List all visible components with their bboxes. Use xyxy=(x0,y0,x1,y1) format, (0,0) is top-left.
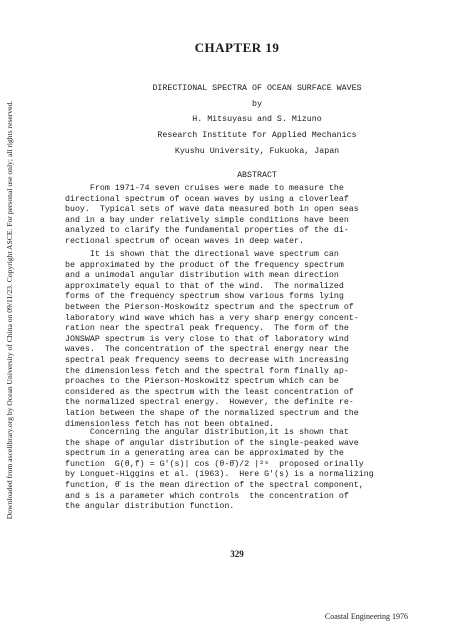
abstract-paragraph-1: From 1971-74 seven cruises were made to measure the directional spectrum of ocean waves by using a cloverleaf buoy. Typical sets of wave data measured both in open seas and in a bay under relatively simple conditions have been analyzed to clarify the fundamental properties of the di- rectional spectrum of ocean waves in deep water. xyxy=(65,184,359,246)
download-notice xyxy=(3,70,17,550)
download-notice-text: Downloaded from ascelibrary.org by Ocean University of China on 09/11/23. Copyright ASCE. For personal use only; all rights reserved. xyxy=(5,100,14,520)
authors: H. Mitsuyasu and S. Mizuno xyxy=(192,115,322,124)
page-number: 329 xyxy=(230,549,244,559)
footer-citation: Coastal Engineering 1976 xyxy=(324,612,408,621)
university: Kyushu University, Fukuoka, Japan xyxy=(174,147,340,156)
institute: Research Institute for Applied Mechanics xyxy=(157,131,357,140)
paper-title: DIRECTIONAL SPECTRA OF OCEAN SURFACE WAVES xyxy=(152,84,362,93)
abstract-heading: ABSTRACT xyxy=(237,171,277,180)
chapter-heading: CHAPTER 19 xyxy=(194,40,280,55)
by-line: by xyxy=(252,100,262,109)
abstract-paragraph-3: Concerning the angular distribution,it is shown that the shape of angular distribution of the single-peaked wave spectrum in a generating area can be approximated by the function G(θ,f) = G'(s)| cos (θ-θ̄)/2 |²ˢ proposed orinally by Longuet-Higgins et al. (1963). Here G'(s) is a normalizing function, θ̄ is the mean direction of the spectral component, and s is a parameter which controls the concentration of the angular distribution function. xyxy=(65,428,374,512)
abstract-paragraph-2: It is shown that the directional wave spectrum can be approximated by the product of the frequency spectrum and a unimodal angular distribution with mean direction approximately equal to that of the wind. The normalized forms of the frequency spectrum show various forms lying between the Pierson-Moskowitz spectrum and the spectrum of laboratory wind wave which has a very sharp energy concent- ration near the spectral peak frequency. The form of the JONSWAP spectrum is very close to that of laboratory wind waves. The concentration of the spectral energy near the spectral peak frequency seems to decrease with increasing the dimensionless fetch and the spectral form finally ap- proaches to the Pierson-Moskowitz spectrum which can be considered as the spectrum with the least concentration of the normalized spectral energy. However, the definite re- lation between the shape of the normalized spectrum and the dimensionless fetch has not been obtained. xyxy=(65,250,359,429)
